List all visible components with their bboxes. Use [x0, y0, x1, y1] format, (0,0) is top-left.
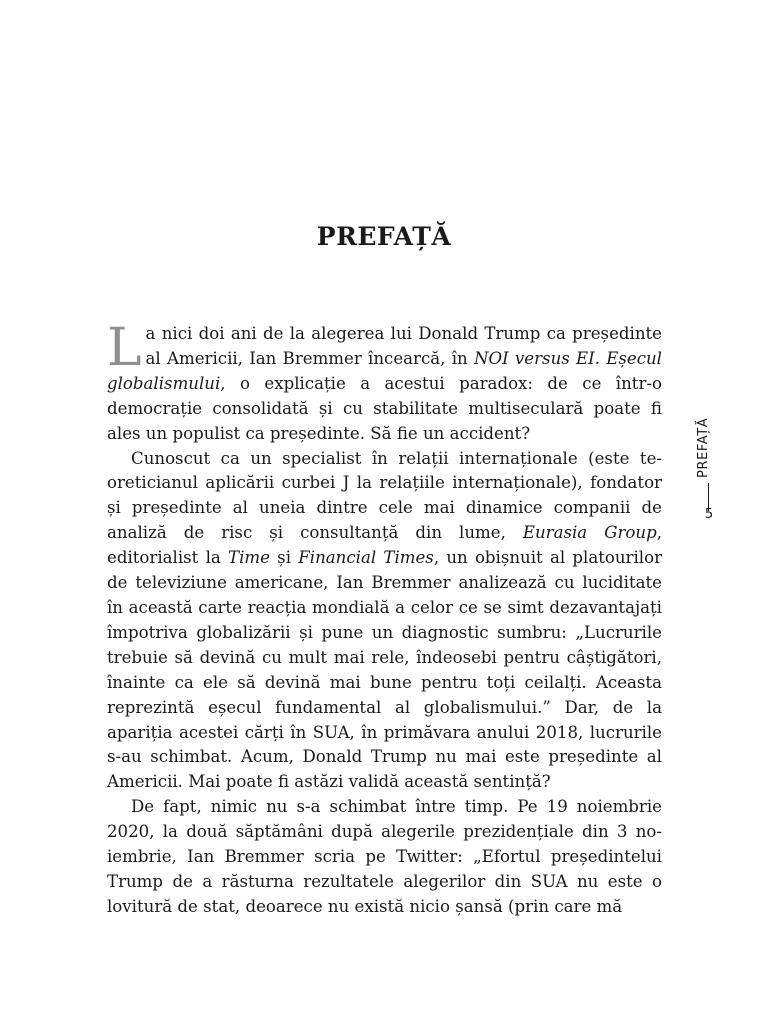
page-number: 5	[704, 507, 714, 522]
paragraph-2-text-b: , editorialist la	[107, 523, 662, 568]
running-head	[694, 418, 724, 548]
paragraph-2	[107, 447, 662, 796]
body-text	[107, 318, 663, 920]
paragraph-2-text-a: Cunoscut ca un specialist în relații internaționale (este teoreticianul aplicării curbei J la relațiile internaționale), fondator și președinte al uneia dintre cele mai dinamice companii de analiză de risc și consultanță din lume,	[107, 448, 662, 543]
time-magazine: Time	[228, 548, 270, 568]
eurasia-group: Eurasia Group	[522, 523, 657, 543]
paragraph-2-text-d: , un obișnuit al platourilor de televiziune americane, Ian Bremmer analizează cu luciditate în această carte reacția mondială a celor ce se simt dezavantajați împotriva globalizării și pune un diagnostic sumbru: „Lucrurile trebuie să devină cu mult mai rele, îndeosebi pentru câștigători, înainte ca ele să devină mai bune pentru toți ceilalți. Aceasta reprezintă eșecul fundamental al globalismului.” Dar, de la apariția acestei cărți în SUA, în primăvara anului 2018, lucrurile s-au schimbat. Acum, Donald Trump nu mai este președinte al Americii. Mai poate fi astăzi validă această sentință?	[107, 548, 663, 792]
chapter-title: PREFAȚĂ	[316, 222, 452, 251]
paragraph-1-text-b: , o explicație a acestui paradox: de ce într-o democrație consolidată și cu stabilitate multiseculară poate fi ales un populist ca președinte. Să fie un accident?	[107, 373, 662, 443]
paragraph-1-text-a: a nici doi ani de la alegerea lui Donald Trump ca președinte al Americii, Ian Bremmer încearcă, în	[145, 324, 662, 368]
paragraph-3: De fapt, nimic nu s-a schimbat între timp. Pe 19 noiembrie 2020, la două săptămâni după alegerile prezidențiale din 3 noiembrie, Ian Bremmer scria pe Twitter: „Efortul președintelui Trump de a răsturna rezultatele alegerilor din SUA nu este o lovitură de stat, deoarece nu există nicio șansă (prin care mă	[107, 797, 662, 916]
financial-times: Financial Times	[298, 548, 434, 568]
book-title: NOI versus EI. Eșecul globalismului	[107, 348, 662, 393]
running-head-label: PREFAȚĂ	[696, 417, 711, 478]
drop-cap: L	[107, 318, 142, 378]
paragraph-2-text-c: și	[269, 548, 299, 568]
paragraph-1	[107, 318, 662, 447]
